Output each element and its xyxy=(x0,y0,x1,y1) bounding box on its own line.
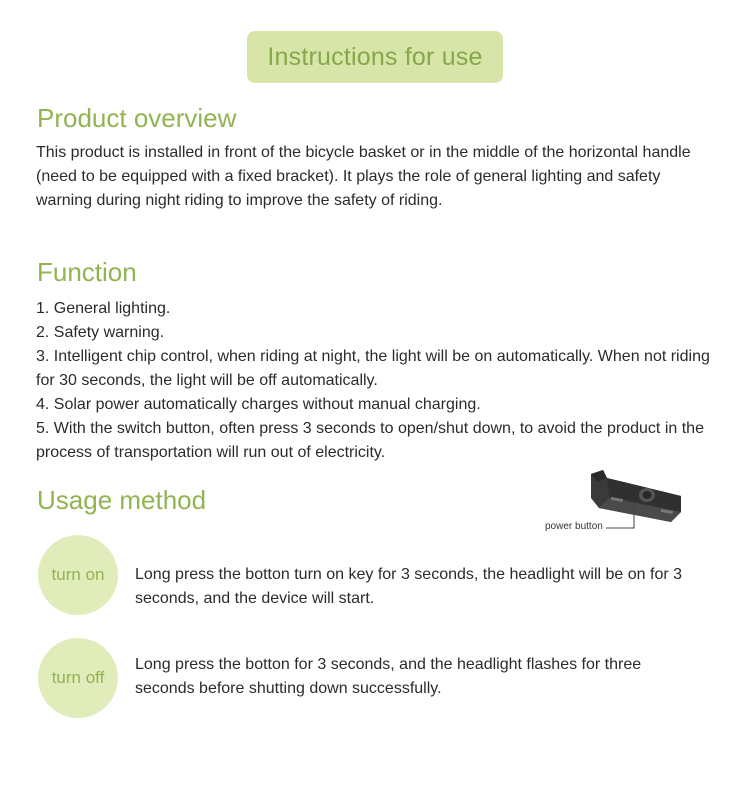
function-item-3: 3. Intelligent chip control, when riding at night, the light will be on automatically. When not riding for 30 seconds, the light will be off automatically. xyxy=(36,348,710,389)
power-button-label: power button xyxy=(545,521,603,532)
turn-off-text: Long press the botton for 3 seconds, and the headlight flashes for three seconds before shutting down successfully. xyxy=(135,656,642,697)
turn-on-label: turn on xyxy=(51,565,105,584)
overview-text: This product is installed in front of the bicycle basket or in the middle of the horizontal handle (need to be equipped with a fixed bracket). It plays the role of general lighting and safety warning during night riding to improve the safety of riding. xyxy=(36,144,691,209)
function-list xyxy=(36,297,726,465)
callout-line xyxy=(600,500,640,534)
usage-heading: Usage method xyxy=(37,485,207,515)
function-item-5: 5. With the switch button, often press 3 seconds to open/shut down, to avoid the product in the process of transportation will run out of electricity. xyxy=(36,420,704,461)
turn-on-text: Long press the botton turn on key for 3 seconds, the headlight will be on for 3 seconds, and the device will start. xyxy=(135,566,683,607)
function-heading: Function xyxy=(37,257,137,287)
turn-off-circle xyxy=(38,638,118,718)
overview-heading: Product overview xyxy=(37,103,237,133)
function-item-2: 2. Safety warning. xyxy=(36,324,165,341)
turn-on-circle xyxy=(38,535,118,615)
turn-off-label: turn off xyxy=(51,668,105,687)
function-item-1: 1. General lighting. xyxy=(36,300,171,317)
page-title-badge xyxy=(247,31,503,83)
page-title: Instructions for use xyxy=(267,42,483,71)
function-item-4: 4. Solar power automatically charges without manual charging. xyxy=(36,396,481,413)
